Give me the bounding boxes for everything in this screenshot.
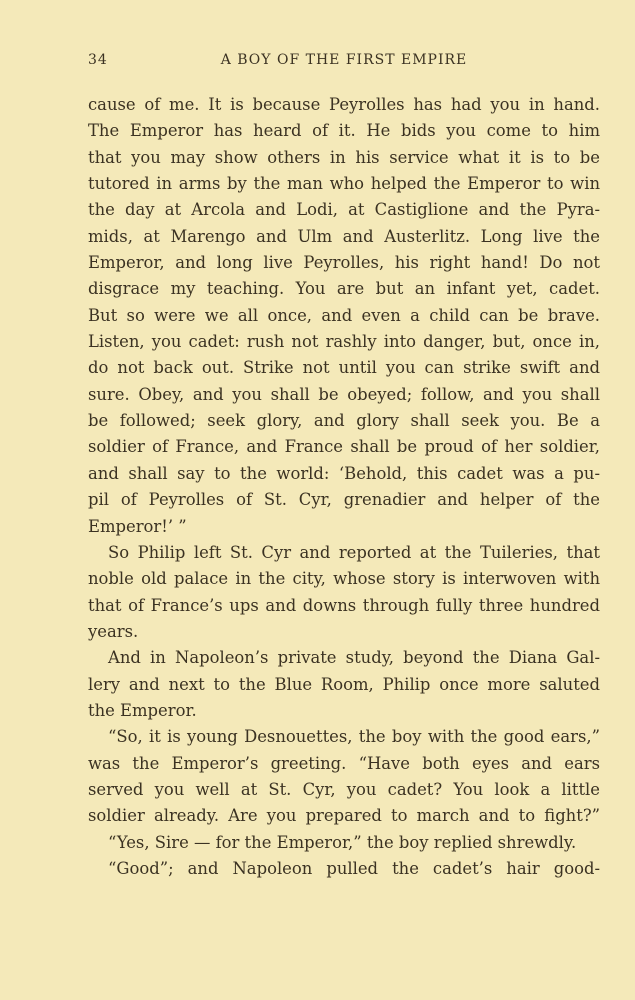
text-line: So Philip left St. Cyr and reported at the Tuileries, that — [108, 542, 600, 562]
text-line: that you may show others in his service what it is to be — [88, 147, 600, 167]
text-line: tutored in arms by the man who helped the Emperor to win — [88, 174, 600, 194]
text-line: years. — [88, 621, 139, 641]
text-line: the day at Arcola and Lodi, at Castiglione and the Pyra- — [88, 200, 600, 220]
text-line: that of France’s ups and downs through fully three hundred — [88, 595, 600, 615]
text-line: do not back out. Strike not until you can strike swift and — [88, 358, 600, 378]
text-line: soldier of France, and France shall be proud of her soldier, — [88, 437, 600, 457]
text-line: “So, it is young Desnouettes, the boy with the good ears,” — [108, 727, 600, 747]
running-title: A BOY OF THE FIRST EMPIRE — [220, 52, 468, 68]
page-number: 34 — [88, 52, 108, 68]
text-line: The Emperor has heard of it. He bids you come to him — [88, 121, 600, 141]
text-line: sure. Obey, and you shall be obeyed; follow, and you shall — [88, 384, 600, 404]
text-line: the Emperor. — [88, 700, 197, 720]
text-line: Emperor!’ ” — [88, 516, 187, 536]
body-text — [88, 92, 600, 882]
text-line: served you well at St. Cyr, you cadet? You look a little — [88, 779, 600, 799]
text-line: cause of me. It is because Peyrolles has had you in hand. — [88, 95, 600, 114]
text-line: Listen, you cadet: rush not rashly into danger, but, once in, — [88, 332, 600, 352]
text-line: But so were we all once, and even a child can be brave. — [88, 305, 600, 325]
text-line: was the Emperor’s greeting. “Have both eyes and ears — [88, 753, 600, 773]
text-line: disgrace my teaching. You are but an infant yet, cadet. — [88, 279, 600, 299]
text-line: be followed; seek glory, and glory shall seek you. Be a — [88, 411, 600, 431]
text-line: noble old palace in the city, whose story is interwoven with — [88, 569, 600, 589]
text-line: And in Napoleon’s private study, beyond the Diana Gal- — [108, 648, 600, 668]
text-line: soldier already. Are you prepared to march and to fight?” — [88, 806, 600, 826]
text-line: Emperor, and long live Peyrolles, his right hand! Do not — [88, 253, 600, 273]
text-line: lery and next to the Blue Room, Philip once more saluted — [88, 674, 600, 694]
text-line: “Yes, Sire — for the Emperor,” the boy replied shrewdly. — [108, 832, 577, 852]
text-line: mids, at Marengo and Ulm and Austerlitz. Long live the — [88, 226, 600, 246]
running-header — [88, 52, 600, 74]
text-line: “Good”; and Napoleon pulled the cadet’s hair good- — [108, 858, 600, 878]
text-line: and shall say to the world: ‘Behold, this cadet was a pu- — [88, 463, 600, 483]
text-line: pil of Peyrolles of St. Cyr, grenadier and helper of the — [88, 490, 600, 510]
